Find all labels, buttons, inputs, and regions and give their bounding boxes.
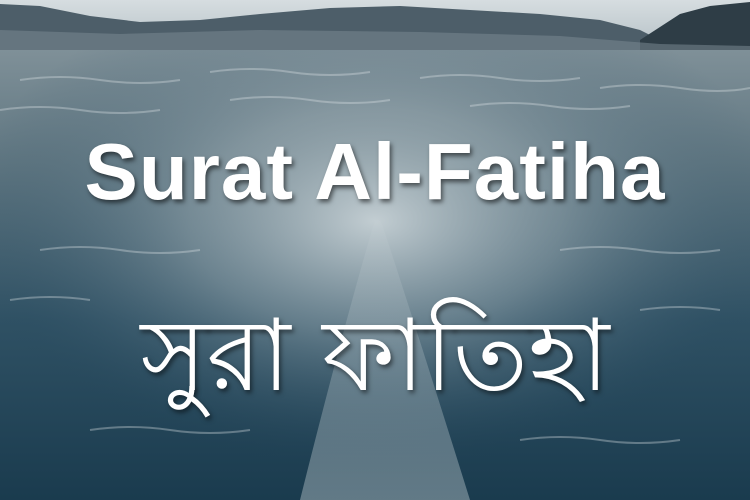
title-bengali: সুরা ফাতিহা [140,297,610,414]
title-english: Surat Al-Fatiha [84,127,666,216]
